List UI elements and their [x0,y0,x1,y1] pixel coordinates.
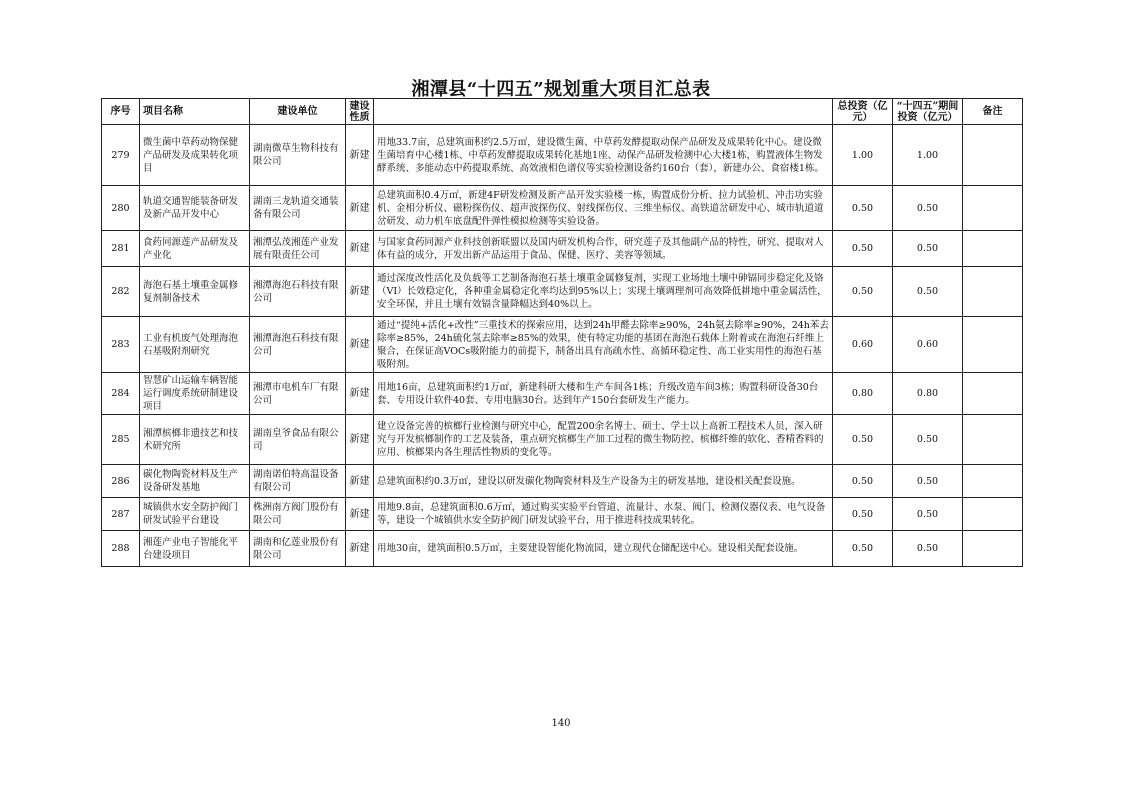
construction-content-cell: 建立设备完善的槟榔行业检测与研究中心，配置200余名博士、硕士、学士以上高新工程技术人员，深入研究与开发槟榔制作的工艺及装备，重点研究槟榔生产加工过程的微生物防控、槟榔纤维的软化、香精香料的应用、槟榔果内各生理活性物质的变化等。 [374,415,833,465]
construction-nature-cell: 新建 [346,125,374,186]
project-name-cell: 微生菌中草药动物保健产品研发及成果转化项目 [140,125,250,186]
construction-unit-cell: 湖南和亿莲业股份有限公司 [250,531,346,567]
construction-content-cell: 用地16亩，总建筑面积约1万㎡，新建科研大楼和生产车间各1栋；升级改造车间3栋；购置科研设备30台套、专用设计软件40套、专用电脑30台。达到年产150台套研发生产能力。 [374,373,833,415]
table-row [102,186,1023,231]
remark-cell [963,373,1023,415]
header-unit: 建设单位 [250,99,346,125]
project-name-cell: 智慧矿山运输车辆智能运行调度系统研制建设项目 [140,373,250,415]
row-number-cell: 285 [102,415,140,465]
construction-content-cell: 总建筑面积约0.3万㎡，建设以研发碳化物陶瓷材料及生产设备为主的研发基地，建设相关配套设施。 [374,465,833,498]
table-row [102,267,1023,317]
header-nature: 建设性质 [346,99,374,125]
row-number-cell: 288 [102,531,140,567]
total-investment-cell: 0.50 [833,498,893,531]
page-number: 140 [551,718,571,729]
table-row [102,125,1023,186]
construction-nature-cell: 新建 [346,531,374,567]
period-investment-cell: 1.00 [893,125,963,186]
remark-cell [963,415,1023,465]
table-header-row [102,99,1023,125]
header-total-investment: 总投资（亿元） [833,99,893,125]
period-investment-cell: 0.50 [893,531,963,567]
construction-nature-cell: 新建 [346,317,374,373]
construction-unit-cell: 湘潭海泡石科技有限公司 [250,267,346,317]
construction-content-cell: 通过深度改性活化及负载等工艺制备海泡石基土壤重金属修复剂，实现工业场地土壤中砷镉同步稳定化及铬（VI）长效稳定化，各种重金属稳定化率均达到95%以上；实现土壤调理剂可高效降低耕地中重金属活性，安全环保，并且土壤有效镉含量降幅达到40%以上。 [374,267,833,317]
total-investment-cell: 0.50 [833,231,893,267]
total-investment-cell: 0.50 [833,531,893,567]
remark-cell [963,231,1023,267]
row-number-cell: 284 [102,373,140,415]
row-number-cell: 280 [102,186,140,231]
construction-content-cell: 用地33.7亩，总建筑面积约2.5万㎡，建设微生菌、中草药发酵提取动保产品研发及成果转化中心。建设微生菌培育中心楼1栋、中草药发酵提取成果转化基地1座、动保产品研发检测中心大楼1栋，购置液体生物发酵系统、多能动态中药提取系统、高效液相色谱仪等实验检测设备约160台（套），新建办公、食宿楼1栋。 [374,125,833,186]
construction-nature-cell: 新建 [346,186,374,231]
total-investment-cell: 0.60 [833,317,893,373]
construction-content-cell: 用地9.8亩，总建筑面积0.6万㎡，通过购买实验平台管道、流量计、水泵、阀门、检测仪器仪表、电气设备等，建设一个城镇供水安全防护阀门研发试验平台，用于推进科技成果转化。 [374,498,833,531]
project-name-cell: 湘莲产业电子智能化平台建设项目 [140,531,250,567]
project-name-cell: 轨道交通智能装备研发及新产品开发中心 [140,186,250,231]
construction-unit-cell: 湖南三龙轨道交通装备有限公司 [250,186,346,231]
row-number-cell: 282 [102,267,140,317]
construction-nature-cell: 新建 [346,415,374,465]
remark-cell [963,125,1023,186]
remark-cell [963,186,1023,231]
table-row [102,465,1023,498]
period-investment-cell: 0.50 [893,465,963,498]
period-investment-cell: 0.50 [893,231,963,267]
construction-unit-cell: 湖南皇爷食品有限公司 [250,415,346,465]
table-row [102,415,1023,465]
project-name-cell: 海泡石基土壤重金属修复剂制备技术 [140,267,250,317]
period-investment-cell: 0.50 [893,267,963,317]
remark-cell [963,498,1023,531]
project-name-cell: 城镇供水安全防护阀门研发试验平台建设 [140,498,250,531]
construction-content-cell: 与国家食药同源产业科技创新联盟以及国内研发机构合作，研究莲子及其他副产品的特性，研究、提取对人体有益的成分，开发出新产品运用于食品、保健、医疗、美容等领域。 [374,231,833,267]
construction-unit-cell: 株洲南方阀门股份有限公司 [250,498,346,531]
row-number-cell: 279 [102,125,140,186]
header-no: 序号 [102,99,140,125]
total-investment-cell: 0.50 [833,186,893,231]
total-investment-cell: 1.00 [833,125,893,186]
period-investment-cell: 0.50 [893,498,963,531]
construction-unit-cell: 湘潭市电机车厂有限公司 [250,373,346,415]
construction-unit-cell: 湖南诺伯特高温设备有限公司 [250,465,346,498]
row-number-cell: 287 [102,498,140,531]
remark-cell [963,465,1023,498]
row-number-cell: 283 [102,317,140,373]
construction-nature-cell: 新建 [346,498,374,531]
construction-nature-cell: 新建 [346,267,374,317]
construction-content-cell: 总建筑面积0.4万㎡，新建4F研发检测及新产品开发实验楼一栋，购置成份分析、拉力试验机、冲击功实验机、金相分析仪、磁粉探伤仪、超声波探伤仪、射线探伤仪、三维坐标仪、高铁道岔研发中心、城市轨道道岔研发、动力机车底盘配件弹性模拟检测等实验设备。 [374,186,833,231]
construction-content-cell: 用地30亩，建筑面积0.5万㎡，主要建设智能化物流园，建立现代仓储配送中心。建设相关配套设施。 [374,531,833,567]
table-row [102,317,1023,373]
table-row [102,531,1023,567]
construction-nature-cell: 新建 [346,231,374,267]
project-name-cell: 工业有机废气处理海泡石基吸附剂研究 [140,317,250,373]
period-investment-cell: 0.50 [893,186,963,231]
total-investment-cell: 0.50 [833,465,893,498]
table-row [102,373,1023,415]
remark-cell [963,531,1023,567]
project-name-cell: 碳化物陶瓷材料及生产设备研发基地 [140,465,250,498]
construction-content-cell: 通过“提纯+活化+改性”三重技术的探索应用，达到24h甲醛去除率≥90%，24h氨去除率≥90%，24h苯去除率≥85%，24h硫化氢去除率≥85%的效果，使有特定功能的基团在海泡石载体上附着或在海泡石纤维上聚合，在保证高VOCs吸附能力的前提下，制备出具有高疏水性、高循环稳定性、高工业实用性的海泡石基吸附剂。 [374,317,833,373]
row-number-cell: 286 [102,465,140,498]
header-name: 项目名称 [140,99,250,125]
period-investment-cell: 0.60 [893,317,963,373]
header-period-investment: “十四五”期间投资（亿元） [893,99,963,125]
total-investment-cell: 0.80 [833,373,893,415]
total-investment-cell: 0.50 [833,415,893,465]
row-number-cell: 281 [102,231,140,267]
construction-nature-cell: 新建 [346,465,374,498]
remark-cell [963,267,1023,317]
project-name-cell: 湘潭槟榔非遗技艺和技术研究所 [140,415,250,465]
projects-table [101,98,1023,567]
construction-nature-cell: 新建 [346,373,374,415]
period-investment-cell: 0.50 [893,415,963,465]
construction-unit-cell: 湖南微草生物科技有限公司 [250,125,346,186]
total-investment-cell: 0.50 [833,267,893,317]
table-body [102,125,1023,567]
period-investment-cell: 0.80 [893,373,963,415]
remark-cell [963,317,1023,373]
header-content [374,99,833,125]
project-name-cell: 食药同源莲产品研发及产业化 [140,231,250,267]
construction-unit-cell: 湘潭弘茂湘莲产业发展有限责任公司 [250,231,346,267]
table-row [102,231,1023,267]
construction-unit-cell: 湘潭海泡石科技有限公司 [250,317,346,373]
page-title: 湘潭县“十四五”规划重大项目汇总表 [411,79,711,100]
table-row [102,498,1023,531]
header-remark: 备注 [963,99,1023,125]
